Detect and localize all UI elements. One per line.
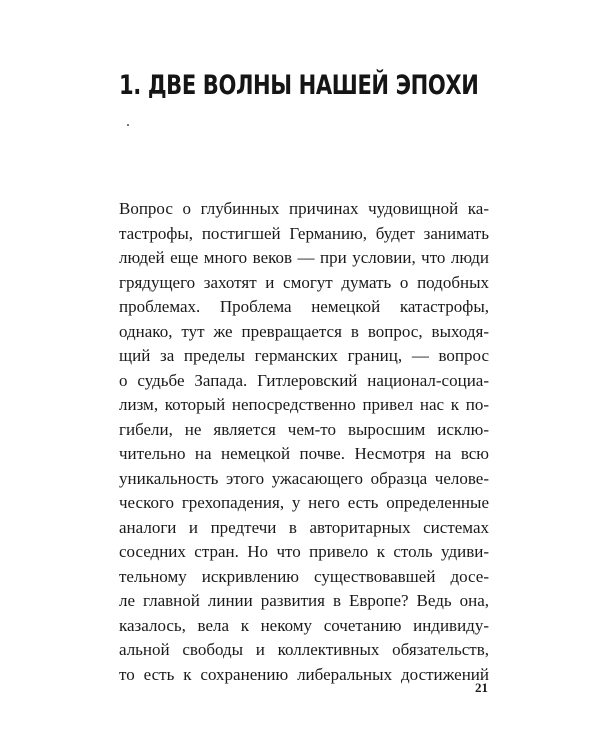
page-number: 21 [475,680,488,695]
margin-mark [127,124,129,126]
text-line: однако, тут же превращается в вопрос, выходя- [119,321,489,341]
text-line: грядущего захотят и смогут думать о подобных [119,272,489,292]
chapter-title: 1. ДВЕ ВОЛНЫ НАШЕЙ ЭПОХИ [119,70,479,101]
text-line: гибели, не является чем-то выросшим исклю- [119,419,489,439]
text-line: аналоги и предтечи в авторитарных системах [119,517,489,537]
text-line: альной свободы и коллективных обязательств, [119,640,489,659]
text-line: ческого грехопадения, у него есть определенные [119,493,489,512]
text-line: лизм, который непосредственно привел нас к по- [119,395,489,414]
body-paragraph [119,197,489,687]
text-line: Вопрос о глубинных причинах чудовищной ка- [119,199,489,218]
text-line: щий за пределы германских границ, — вопрос [119,346,489,365]
text-line: людей еще много веков — при условии, что люди [119,248,489,267]
text-line: чительно на немецкой почве. Несмотря на всю [119,444,489,463]
text-line: то есть к сохранению либеральных достижений [119,664,489,684]
text-line: о судьбе Запада. Гитлеровский национал-социа- [119,370,489,390]
text-line: проблемах. Проблема немецкой катастрофы, [119,297,489,316]
text-line: уникальность этого ужасающего образца челове- [119,468,489,488]
text-line: ле главной линии развития в Европе? Ведь она, [119,591,489,610]
text-line: казалось, вела к некому сочетанию индивиду- [119,615,489,635]
text-line: тельному искривлению существовавшей досе- [119,566,489,586]
text-line: тастрофы, постигшей Германию, будет занимать [119,223,489,243]
text-line: соседних стран. Но что привело к столь удиви- [119,542,489,561]
